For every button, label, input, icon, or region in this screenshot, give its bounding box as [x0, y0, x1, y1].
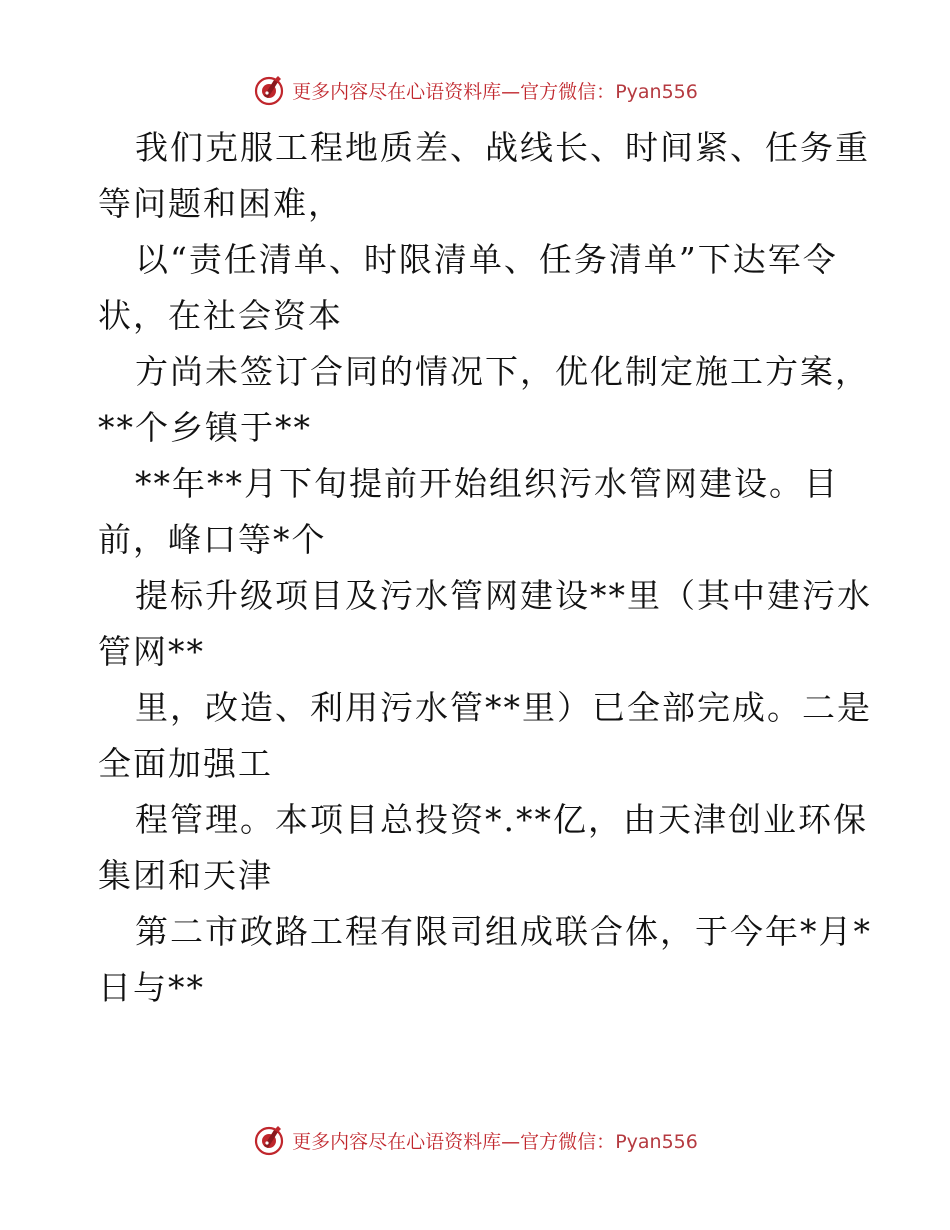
pen-nib-logo-icon: [252, 72, 288, 108]
body-line: 以“责任清单、时限清单、任务清单”下达军令: [135, 240, 838, 279]
body-line: 方尚未签订合同的情况下，优化制定施工方案，: [135, 352, 870, 391]
banner-title: 更多内容尽在心语资料库: [292, 80, 502, 103]
body-line: 程管理。本项目总投资*.**亿，由天津创业环保: [135, 800, 868, 839]
banner-separator: —: [501, 1130, 521, 1153]
body-line: 里，改造、利用污水管**里）已全部完成。二是: [135, 688, 872, 727]
banner-wechat-id: Pyan556: [615, 1130, 698, 1153]
body-line: **个乡镇于**: [98, 408, 312, 447]
body-line: 日与**: [98, 968, 205, 1007]
body-line: 全面加强工: [98, 744, 273, 783]
banner-wechat-id: Pyan556: [615, 80, 698, 103]
body-line: 集团和天津: [98, 856, 273, 895]
banner-text: [292, 1127, 698, 1154]
header-banner: [0, 70, 950, 110]
body-line: 第二市政路工程有限司组成联合体，于今年*月*: [135, 912, 872, 951]
body-line: 状，在社会资本: [98, 296, 343, 335]
banner-separator: —: [501, 80, 521, 103]
body-line: 我们克服工程地质差、战线长、时间紧、任务重: [135, 128, 870, 167]
body-line: 管网**: [98, 632, 205, 671]
body-line: 前，峰口等*个: [98, 520, 327, 559]
document-body: [98, 120, 872, 1016]
body-line: **年**月下旬提前开始组织污水管网建设。目: [135, 464, 839, 503]
banner-wechat-label: 官方微信：: [520, 1130, 616, 1153]
pen-nib-logo-icon: [252, 1122, 288, 1158]
banner-title: 更多内容尽在心语资料库: [292, 1130, 502, 1153]
banner-wechat-label: 官方微信：: [520, 80, 616, 103]
footer-banner: [0, 1120, 950, 1160]
body-line: 等问题和困难，: [98, 184, 343, 223]
banner-text: [292, 77, 698, 104]
body-line: 提标升级项目及污水管网建设**里（其中建污水: [135, 576, 872, 615]
